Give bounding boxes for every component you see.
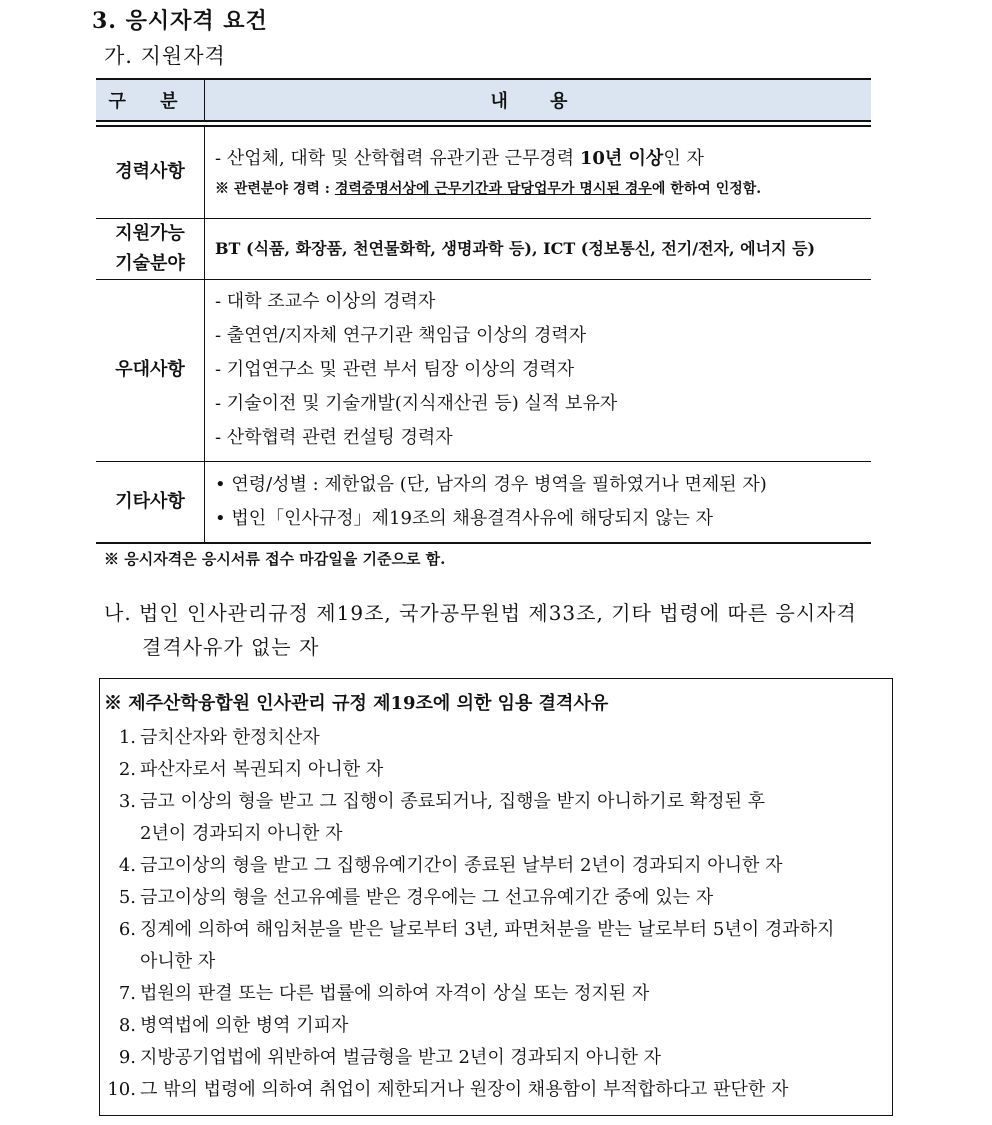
list-item	[104, 754, 834, 786]
list-item-number: 4.	[118, 855, 136, 876]
list-item-text: 금고이상의 형을 선고유예를 받은 경우에는 그 선고유예기간 중에 있는 자	[140, 887, 714, 908]
table-row	[96, 218, 871, 279]
row-label: 지원가능 기술분야	[96, 218, 205, 279]
row-content	[205, 279, 872, 461]
footnote: ※ 응시자격은 응시서류 접수 마감일을 기준으로 함.	[104, 550, 446, 568]
list-item: - 출연연/지자체 연구기관 책임급 이상의 경력자	[215, 325, 587, 346]
list-item	[104, 882, 834, 914]
qualification-table	[96, 78, 871, 544]
list-item-number: 7.	[118, 983, 136, 1004]
list-item-number: 2.	[118, 759, 136, 780]
list-item-text: 금고이상의 형을 받고 그 집행유예기간이 종료된 날부터 2년이 경과되지 아니한 자	[140, 855, 783, 876]
list-item	[104, 1042, 834, 1074]
row-label: 기타사항	[96, 461, 205, 543]
list-item	[104, 786, 834, 818]
experience-note: ※ 관련분야 경력 : 경력증명서상에 근무기간과 담당업무가 명시된 경우에 한하여 인정함.	[215, 181, 762, 198]
list-item	[104, 818, 834, 850]
list-item-text: 아니한 자	[140, 951, 216, 972]
list-item-text: 병역법에 의한 병역 기피자	[140, 1015, 349, 1036]
list-item	[104, 914, 834, 946]
list-item: - 산학협력 관련 컨설팅 경력자	[215, 427, 453, 448]
header-category: 구 분	[96, 79, 205, 121]
row-label: 우대사항	[96, 279, 205, 461]
list-item: • 연령/성별 : 제한없음 (단, 남자의 경우 병역을 필하였거나 면제된 자)	[215, 473, 767, 495]
table-row	[96, 279, 871, 461]
list-item-number: 1.	[118, 727, 136, 748]
list-item-number: 9.	[118, 1047, 136, 1068]
table-header-row	[96, 79, 871, 121]
list-item	[104, 946, 834, 978]
list-item	[104, 1010, 834, 1042]
list-item-text: 2년이 경과되지 아니한 자	[140, 823, 343, 844]
list-item-number: 6.	[118, 919, 136, 940]
list-item: - 기술이전 및 기술개발(지식재산권 등) 실적 보유자	[215, 393, 618, 414]
list-item-text: 그 밖의 법령에 의하여 취업이 제한되거나 원장이 채용함이 부적합하다고 판단한 자	[140, 1079, 789, 1100]
list-item	[104, 1074, 834, 1106]
list-item	[104, 722, 834, 754]
list-item: - 기업연구소 및 관련 부서 팀장 이상의 경력자	[215, 359, 575, 380]
list-item-number: 3.	[118, 791, 136, 812]
row-content: - 산업체, 대학 및 산학협력 유관기관 근무경력 10년 이상인 자 ※ 관련분야 경력 : 경력증명서상에 근무기간과 담당업무가 명시된 경우에 한하여 인정함.	[205, 126, 872, 218]
list-item-text: 지방공기업법에 위반하여 벌금형을 받고 2년이 경과되지 아니한 자	[140, 1047, 661, 1068]
table-row	[96, 126, 871, 218]
disqualification-list	[104, 722, 834, 1106]
paragraph-b: 나. 법인 인사관리규정 제19조, 국가공무원법 제33조, 기타 법령에 따른 응시자격 결격사유가 없는 자	[104, 601, 857, 659]
section-title: 3. 응시자격 요건	[92, 8, 268, 34]
list-item-number	[104, 946, 140, 978]
table-row	[96, 461, 871, 543]
list-item: • 법인「인사규정」제19조의 채용결격사유에 해당되지 않는 자	[215, 507, 714, 529]
list-item-number: 10.	[107, 1079, 136, 1100]
list-item-text: 파산자로서 복권되지 아니한 자	[140, 759, 384, 780]
subsection-title: 가. 지원자격	[104, 44, 226, 68]
list-item: - 대학 조교수 이상의 경력자	[215, 291, 436, 312]
list-item-text: 징계에 의하여 해임처분을 받은 날로부터 3년, 파면처분을 받는 날로부터 5년이 경과하지	[140, 919, 835, 940]
row-content: BT (식품, 화장품, 천연물화학, 생명과학 등), ICT (정보통신, 전기/전자, 에너지 등)	[205, 218, 872, 279]
header-content: 내 용	[205, 79, 872, 121]
list-item	[104, 850, 834, 882]
row-label: 경력사항	[96, 126, 205, 218]
list-item-number	[104, 818, 140, 850]
list-item-number: 5.	[118, 887, 136, 908]
disqualification-title: ※ 제주산학융합원 인사관리 규정 제19조에 의한 임용 결격사유	[104, 693, 609, 714]
list-item-text: 금고 이상의 형을 받고 그 집행이 종료되거나, 집행을 받지 아니하기로 확정된 후	[140, 791, 766, 812]
list-item	[104, 978, 834, 1010]
list-item-text: 금치산자와 한정치산자	[140, 727, 320, 748]
list-item-number: 8.	[118, 1015, 136, 1036]
list-item-text: 법원의 판결 또는 다른 법률에 의하여 자격이 상실 또는 정지된 자	[140, 983, 650, 1004]
row-content	[205, 461, 872, 543]
